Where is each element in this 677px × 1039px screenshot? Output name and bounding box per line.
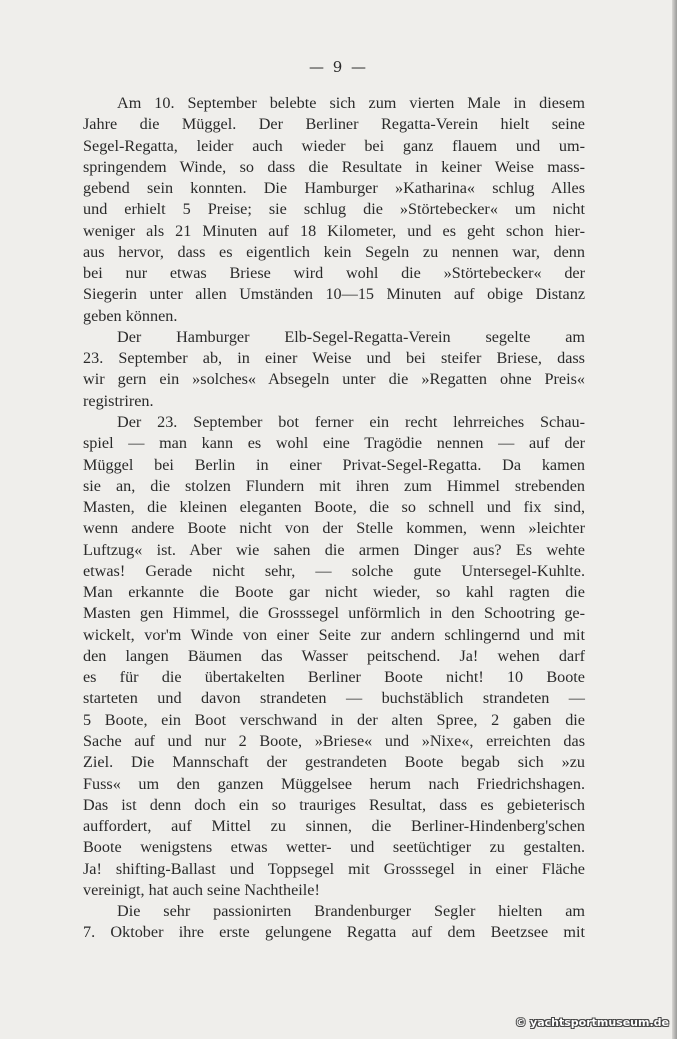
text-line: wir gern ein »solches« Absegeln unter die »Regatten ohne Preis«	[83, 370, 585, 389]
text-line: gebend sein konnten. Die Hamburger »Katharina« schlug Alles	[83, 179, 585, 198]
text-line: Das ist denn doch ein so trauriges Resultat, dass es gebieterisch	[83, 795, 585, 814]
paragraph	[83, 412, 585, 901]
paragraph	[83, 901, 585, 944]
text-line: sie an, die stolzen Flundern mit ihren zum Himmel strebenden	[83, 476, 585, 495]
text-line: wenn andere Boote nicht von der Stelle kommen, wenn »leichter	[83, 519, 585, 538]
text-line: Der Hamburger Elb-Segel-Regatta-Verein segelte am	[117, 327, 585, 346]
text-line: es für die übertakelten Berliner Boote nicht! 10 Boote	[83, 668, 585, 687]
text-line: Masten gen Himmel, die Grosssegel unförmlich in den Schootring ge-	[83, 604, 585, 623]
text-line: geben können.	[83, 306, 178, 325]
text-line: vereinigt, hat auch seine Nachtheile!	[83, 880, 320, 899]
text-line: den langen Bäumen das Wasser peitschend. Ja! wehen darf	[83, 646, 585, 665]
paragraph	[83, 327, 585, 412]
text-line: Ja! shifting-Ballast und Toppsegel mit Grosssegel in einer Fläche	[83, 859, 585, 878]
text-line: Man erkannte die Boote gar nicht wieder, so kahl ragten die	[83, 583, 585, 602]
page-number: — 9 —	[308, 58, 369, 76]
text-line: 7. Oktober ihre erste gelungene Regatta auf dem Beetzsee mit	[83, 923, 585, 942]
text-line: bei nur etwas Briese wird wohl die »Störtebecker« der	[83, 264, 585, 283]
paragraph	[83, 93, 585, 327]
text-line: Ziel. Die Mannschaft der gestrandeten Boote begab sich »zu	[83, 753, 585, 772]
text-line: Die sehr passionirten Brandenburger Segler hielten am	[117, 902, 585, 921]
text-line: Müggel bei Berlin in einer Privat-Segel-Regatta. Da kamen	[83, 455, 585, 474]
text-line: und erhielt 5 Preise; sie schlug die »Störtebecker« um nicht	[83, 200, 585, 219]
text-line: spiel — man kann es wohl eine Tragödie nennen — auf der	[83, 434, 585, 453]
text-line: 5 Boote, ein Boot verschwand in der alten Spree, 2 gaben die	[83, 710, 585, 729]
text-line: Fuss« um den ganzen Müggelsee herum nach Friedrichshagen.	[83, 774, 585, 793]
text-line: registriren.	[83, 391, 154, 410]
page-edge-shadow	[672, 0, 677, 1039]
text-line: Luftzug« ist. Aber wie sahen die armen Dinger aus? Es wehte	[83, 540, 585, 559]
text-line: Boote wenigstens etwas wetter- und seetüchtiger zu gestalten.	[83, 838, 585, 857]
watermark: © yachtsportmuseum.de	[515, 1016, 669, 1029]
text-line: Masten, die kleinen eleganten Boote, die so schnell und fix sind,	[83, 498, 585, 517]
text-line: starteten und davon strandeten — buchstäblich strandeten —	[83, 689, 585, 708]
text-line: Segel-Regatta, leider auch wieder bei ganz flauem und um-	[83, 136, 585, 155]
text-line: Sache auf und nur 2 Boote, »Briese« und »Nixe«, erreichten das	[83, 731, 585, 750]
text-line: springendem Winde, so dass die Resultate in keiner Weise mass-	[83, 157, 585, 176]
text-line: etwas! Gerade nicht sehr, — solche gute Untersegel-Kuhlte.	[83, 561, 585, 580]
text-line: 23. September ab, in einer Weise und bei steifer Briese, dass	[83, 349, 585, 368]
text-line: Der 23. September bot ferner ein recht lehrreiches Schau-	[117, 412, 585, 431]
text-line: auffordert, auf Mittel zu sinnen, die Berliner-Hindenberg'schen	[83, 817, 585, 836]
text-line: Siegerin unter allen Umständen 10—15 Minuten auf obige Distanz	[83, 285, 585, 304]
body-text	[83, 93, 585, 944]
text-line: wickelt, vor'm Winde von einer Seite zur andern schlingernd und mit	[83, 625, 585, 644]
text-line: weniger als 21 Minuten auf 18 Kilometer, und es geht schon hier-	[83, 221, 585, 240]
text-line: aus hervor, dass es eigentlich kein Segeln zu nennen war, denn	[83, 242, 585, 261]
text-line: Jahre die Müggel. Der Berliner Regatta-Verein hielt seine	[83, 115, 585, 134]
text-line: Am 10. September belebte sich zum vierten Male in diesem	[117, 94, 585, 112]
